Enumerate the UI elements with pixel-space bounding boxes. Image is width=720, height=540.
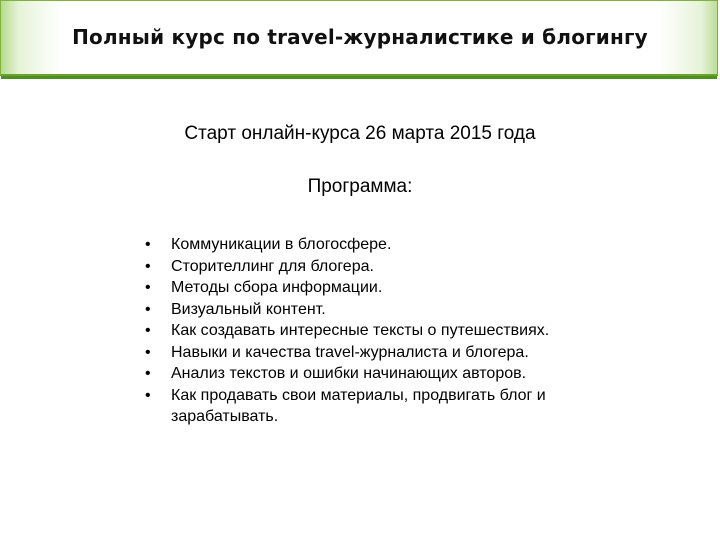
- program-item: [145, 256, 615, 278]
- program-list: [145, 234, 615, 428]
- program-item-text: Сторителлинг для блогера.: [171, 257, 374, 275]
- bullet-icon: •: [145, 300, 151, 318]
- bullet-icon: •: [145, 279, 151, 296]
- program-item: [145, 342, 615, 364]
- program-item-text: Анализ текстов и ошибки начинающих авторов.: [171, 365, 527, 382]
- bullet-icon: •: [145, 365, 151, 382]
- bullet-icon: •: [145, 322, 151, 339]
- program-item-text: Как создавать интересные тексты о путешествиях.: [171, 322, 550, 339]
- program-item: [145, 277, 615, 299]
- program-item: [145, 234, 615, 256]
- slide-title: Полный курс по travel-журналистике и блогингу: [72, 25, 648, 49]
- program-item: [145, 299, 615, 321]
- program-heading: Программа:: [307, 176, 413, 197]
- bullet-icon: •: [145, 343, 151, 361]
- program-item-text: Методы сбора информации.: [171, 279, 383, 296]
- program-item-text: Визуальный контент.: [171, 300, 326, 318]
- program-item: [145, 385, 615, 428]
- bullet-icon: •: [145, 386, 151, 404]
- program-item-text: Навыки и качества travel-журналиста и блогера.: [171, 343, 529, 361]
- bullet-icon: •: [145, 236, 151, 253]
- program-item: [145, 320, 615, 342]
- course-start-subtitle: Старт онлайн-курса 26 марта 2015 года: [184, 123, 536, 144]
- program-item-text: Как продавать свои материалы, продвигать блог и зарабатывать.: [171, 386, 546, 425]
- bullet-icon: •: [145, 257, 151, 275]
- program-item: [145, 363, 615, 385]
- program-item-text: Коммуникации в блогосфере.: [171, 236, 392, 253]
